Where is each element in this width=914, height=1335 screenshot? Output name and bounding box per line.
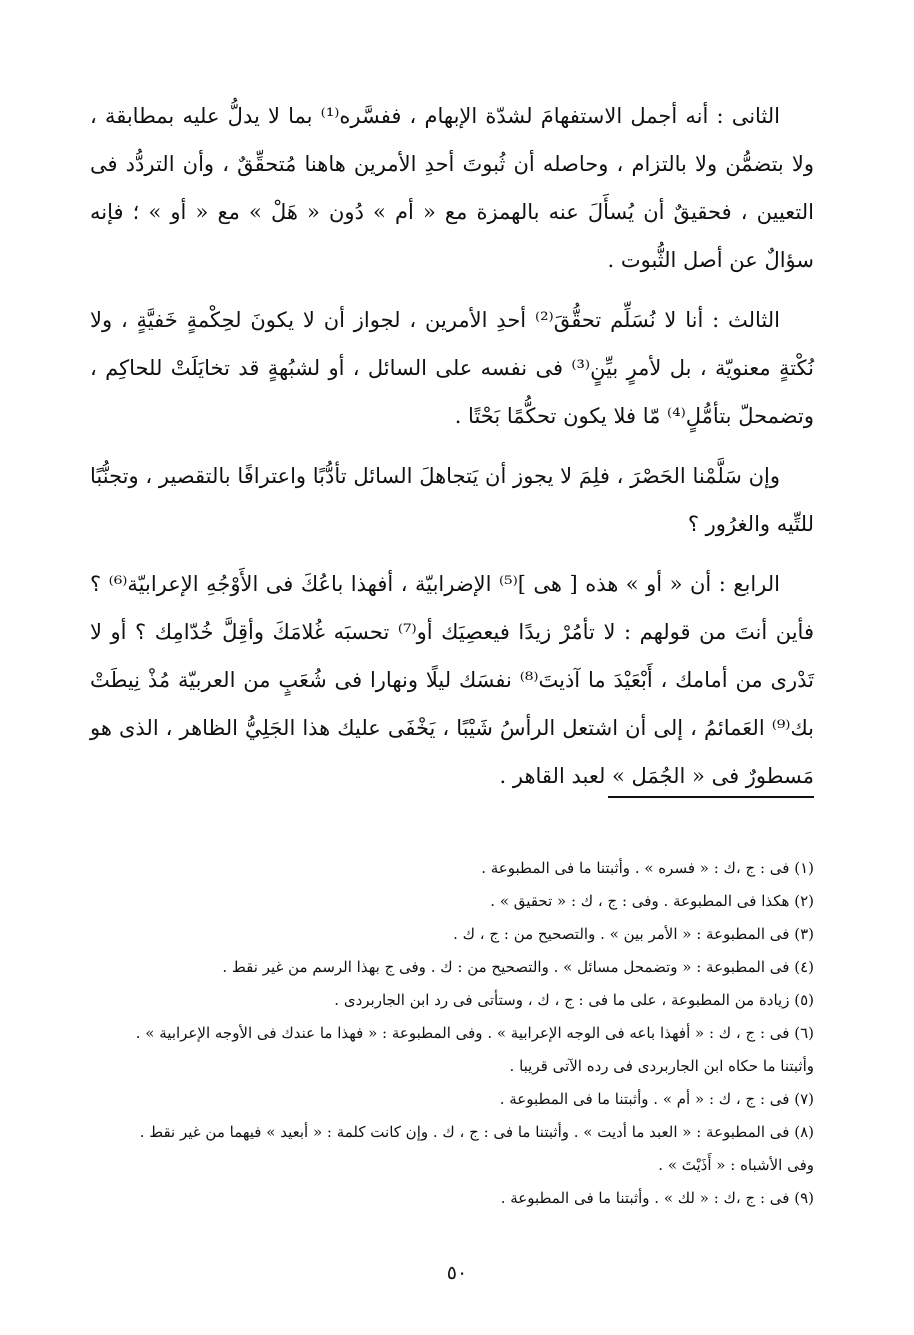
- footnote-1: (١) فى : ج ،ك : « فسره » . وأثبتنا ما فى المطبوعة .: [481, 859, 814, 877]
- paragraph-second-point: الثانى : أنه أجمل الاستفهامَ لشدّة الإبهام ، ففسَّره⁽¹⁾ بما لا يدلُّ عليه بمطابقة ، ولا بتضمُّن ولا بالتزام ، وحاصله أن ثُبوتَ أحدِ الأمرين هاهنا مُتحقِّقٌ ، وأن التردُّد فى التعيين ، فحقيقٌ أن يُسأَلَ عنه بالهمزة مع « أم » دُون « هَلْ » مع « أو » ؛ فإنه سؤالٌ عن أصل الثُّبوت .: [90, 104, 814, 272]
- page-number: ٥٠: [446, 1262, 468, 1284]
- footnote-8-continued: وفى الأشباه : « أَذَيْتَ » .: [658, 1156, 814, 1174]
- footnote-3: (٣) فى المطبوعة : « الأمر بين » . والتصحيح من : ج ، ك .: [453, 925, 814, 943]
- footnote-9: (٩) فى : ج ،ك : « لك » . وأثبتنا ما فى المطبوعة .: [500, 1189, 814, 1207]
- paragraph-concession: وإن سَلَّمْنا الحَصْرَ ، فلِمَ لا يجوز أن يَتجاهلَ السائل تأدُّبًا واعترافًا بالتقصير ، وتجنُّبًا للتِّيه والغرُور ؟: [90, 464, 814, 536]
- paragraph-fourth-point: الرابع : أن « أو » هذه [ هى ]⁽⁵⁾ الإضرابيّة ، أفهذا باعُكَ فى الأَوْجُهِ الإعرابيّة⁽⁶⁾ ؟ فأين أنتَ من قولهم : لا تأمُرْ زيدًا فيعصِيَك أو⁽⁷⁾ تحسبَه غُلامَكَ وأقِلَّ خُدّامِك ؟ أو لا تَدْرى من أمامك ، أَبْعَيْدَ ما آذيتَ⁽⁸⁾ نفسَك ليلًا ونهارا فى شُعَبٍ من العربيّة مُذْ نِيطَتْ بك⁽⁹⁾ العَمائمُ ، إلى أن اشتعل الرأسُ شَيْبًا ، يَخْفَى عليك هذا الجَلِيُّ الظاهر ، الذى هو مَسطورٌ فى « الجُمَل » لعبد القاهر .: [90, 572, 814, 788]
- main-text: [90, 92, 814, 812]
- footnote-6-continued: وأثبتنا ما حكاه ابن الجاربردى فى رده الآتى قريبا .: [509, 1057, 814, 1075]
- footnote-7: (٧) فى : ج ، ك : « أم » . وأثبتنا ما فى المطبوعة .: [499, 1090, 814, 1108]
- footnotes: [90, 852, 814, 1215]
- footnote-4: (٤) فى المطبوعة : « وتضمحل مسائل » . والتصحيح من : ك . وفى ج بهذا الرسم من غير نقط .: [222, 958, 814, 976]
- footnote-8: (٨) فى المطبوعة : « العبد ما أديت » . وأثبتنا ما فى : ج ، ك . وإن كانت كلمة : « أبعيد » فيهما من غير نقط .: [139, 1123, 814, 1141]
- footnote-5: (٥) زيادة من المطبوعة ، على ما فى : ج ، ك ، وستأتى فى رد ابن الجاربردى .: [334, 991, 814, 1009]
- footnote-6: (٦) فى : ج ، ك : « أفهذا باعه فى الوجه الإعرابية » . وفى المطبوعة : « فهذا ما عندك فى الأوجه الإعرابية » .: [135, 1024, 814, 1042]
- footnote-separator: [608, 796, 814, 798]
- footnote-2: (٢) هكذا فى المطبوعة . وفى : ج ، ك : « تحقيق » .: [490, 892, 814, 910]
- paragraph-third-point: الثالث : أنا لا نُسَلِّم تحقُّقَ⁽²⁾ أحدِ الأمرين ، لجواز أن لا يكونَ لحِكْمةٍ خَفيَّةٍ ، ولا نُكْتةٍ معنويّة ، بل لأمرٍ بيِّنٍ⁽³⁾ فى نفسه على السائل ، أو لشبُهةٍ قد تخايَلَتْ للحاكِم ، وتضمحلّ بتأمُّلٍ⁽⁴⁾ مّا فلا يكون تحكُّمًا بَحْتًا .: [90, 308, 814, 428]
